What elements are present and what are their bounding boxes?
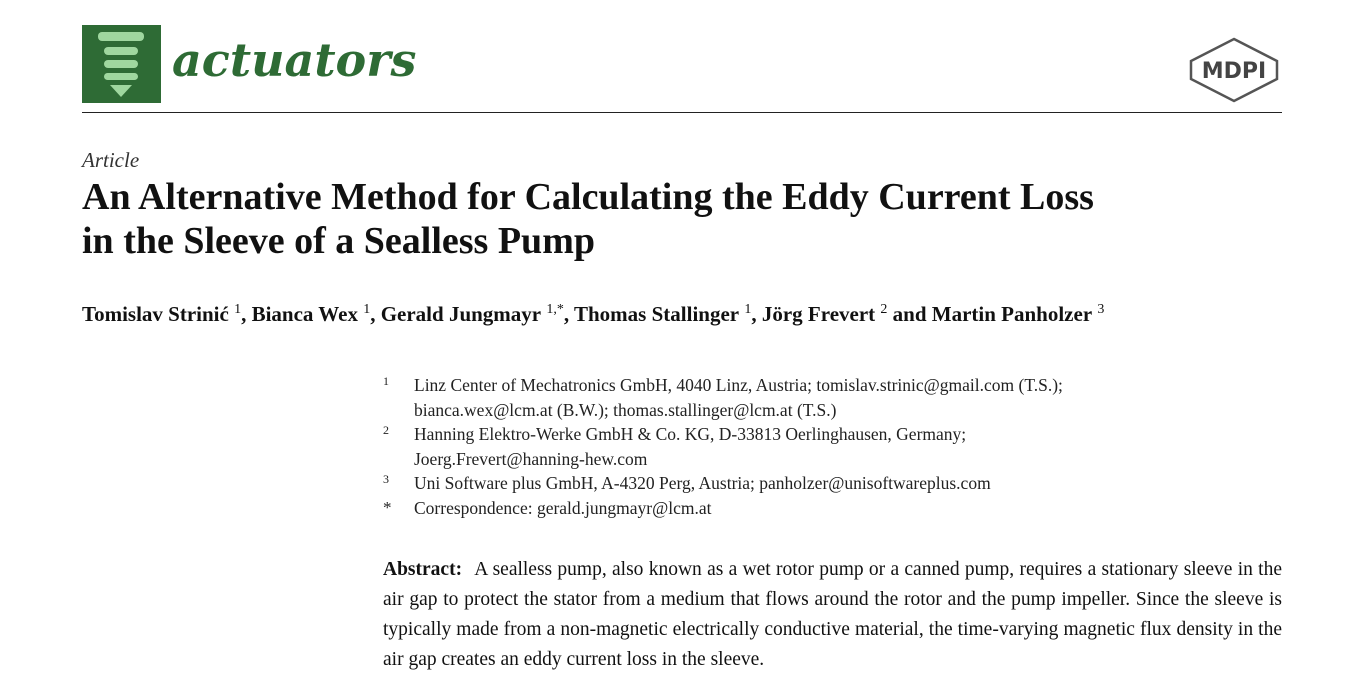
header-divider: [82, 112, 1282, 113]
author-affiliation-sup: 2: [880, 302, 888, 317]
author: Tomislav Strinić: [82, 302, 229, 326]
article-title: [82, 175, 1282, 263]
affiliation-number: 2: [383, 423, 389, 437]
author-affiliation-sup: 1,*: [546, 302, 564, 317]
abstract-text: A sealless pump, also known as a wet rotor pump or a canned pump, requires a stationary sleeve in the air gap to protect the stator from a medium that flows around the rotor and the pump impeller. Since the sleeve is typically made from a non-magnetic electrically conductive material, the time-varying magnetic flux density in the air gap creates an eddy current loss in the sleeve.: [383, 559, 1282, 670]
author: Thomas Stallinger: [574, 302, 740, 326]
journal-header: [82, 25, 1282, 113]
affiliation-item: [383, 373, 1283, 422]
author-affiliation-sup: 1: [234, 302, 242, 317]
affiliation-item: [383, 471, 1283, 496]
correspondence-mark: *: [383, 497, 392, 517]
affiliation-number: 1: [383, 374, 389, 388]
title-line-2: in the Sleeve of a Sealless Pump: [82, 220, 595, 262]
article-type: Article: [82, 148, 140, 172]
affiliation-line: bianca.wex@lcm.at (B.W.); thomas.stallinger@lcm.at (T.S.): [414, 399, 837, 420]
author: Bianca Wex: [251, 302, 358, 326]
author-separator: ,: [751, 302, 762, 326]
abstract-label: Abstract:: [383, 559, 463, 580]
title-line-1: An Alternative Method for Calculating the Eddy Current Loss: [82, 176, 1094, 218]
affiliation-line: Joerg.Frevert@hanning-hew.com: [414, 448, 648, 469]
author-affiliation-sup: 1: [744, 302, 752, 317]
journal-logo-icon: [82, 25, 161, 103]
author-separator: ,: [241, 302, 252, 326]
author-list: [82, 302, 1104, 327]
correspondence-line: Correspondence: gerald.jungmayr@lcm.at: [414, 497, 712, 518]
author-affiliation-sup: 1: [363, 302, 371, 317]
author-separator: and: [887, 302, 932, 326]
author: Gerald Jungmayr: [380, 302, 542, 326]
correspondence-item: [383, 496, 1283, 521]
author: Jörg Frevert: [761, 302, 876, 326]
affiliation-line: Uni Software plus GmbH, A-4320 Perg, Austria; panholzer@unisoftwareplus.com: [414, 473, 991, 493]
affiliation-number: 3: [383, 472, 389, 486]
journal-name: actuators: [172, 33, 417, 87]
author: Martin Panholzer: [931, 302, 1093, 326]
mdpi-logo-icon: [1186, 37, 1282, 103]
affiliation-line: Linz Center of Mechatronics GmbH, 4040 Linz, Austria; tomislav.strinic@gmail.com (T.S.);: [414, 375, 1063, 395]
affiliation-item: [383, 422, 1283, 471]
affiliation-line: Hanning Elektro-Werke GmbH & Co. KG, D-33813 Oerlinghausen, Germany;: [414, 424, 967, 444]
author-separator: ,: [370, 302, 381, 326]
mdpi-logo-text: MDPI: [1201, 59, 1267, 84]
abstract: [383, 555, 1282, 675]
affiliations: [383, 373, 1283, 520]
author-separator: ,: [563, 302, 574, 326]
author-affiliation-sup: 3: [1097, 302, 1105, 317]
